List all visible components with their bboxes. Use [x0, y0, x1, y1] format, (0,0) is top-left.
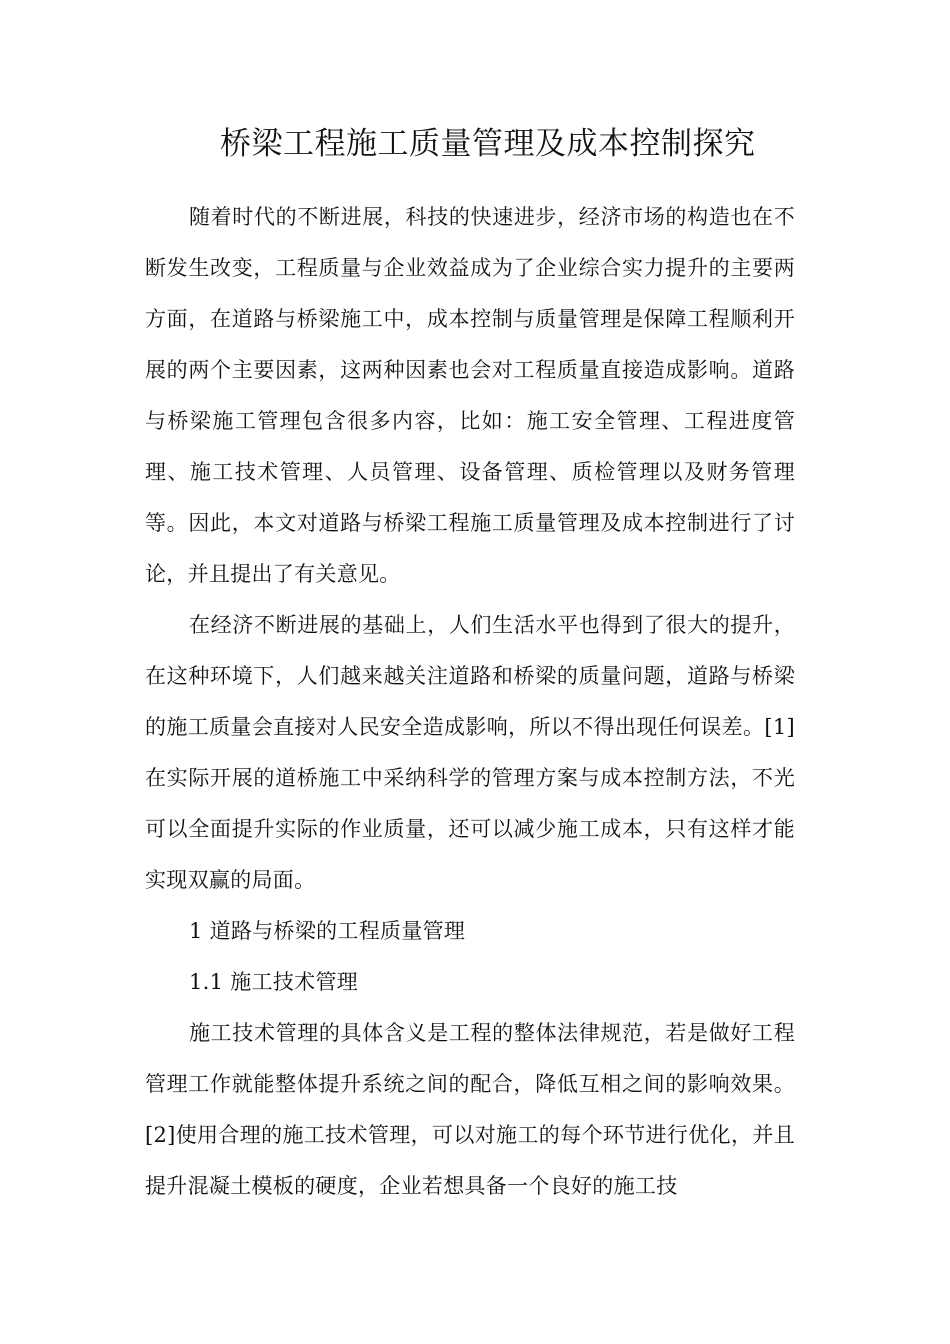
body-paragraph-1: 随着时代的不断进展，科技的快速进步，经济市场的构造也在不断发生改变，工程质量与企业效益成为了企业综合实力提升的主要两方面，在道路与桥梁施工中，成本控制与质量管理是保障工程顺利开展的两个主要因素，这两种因素也会对工程质量直接造成影响。道路与桥梁施工管理包含很多内容，比如：施工安全管理、工程进度管理、施工技术管理、人员管理、设备管理、质检管理以及财务管理等。因此，本文对道路与桥梁工程施工质量管理及成本控制进行了讨论，并且提出了有关意见。: [145, 205, 795, 586]
body-paragraph-2: 在经济不断进展的基础上，人们生活水平也得到了很大的提升，在这种环境下，人们越来越关注道路和桥梁的质量问题，道路与桥梁的施工质量会直接对人民安全造成影响，所以不得出现任何误差。[1]在实际开展的道桥施工中采纳科学的管理方案与成本控制方法，不光可以全面提升实际的作业质量，还可以减少施工成本，只有这样才能实现双赢的局面。: [145, 613, 795, 892]
body-paragraph-3: 施工技术管理的具体含义是工程的整体法律规范，若是做好工程管理工作就能整体提升系统之间的配合，降低互相之间的影响效果。[2]使用合理的施工技术管理，可以对施工的每个环节进行优化，并且提升混凝土模板的硬度，企业若想具备一个良好的施工技: [145, 1021, 795, 1198]
subsection-heading-1-1: 1.1 施工技术管理: [189, 970, 359, 994]
document-body: [145, 192, 795, 1212]
document-title: 桥梁工程施工质量管理及成本控制探究: [220, 126, 756, 162]
section-heading-1: 1 道路与桥梁的工程质量管理: [189, 919, 466, 943]
